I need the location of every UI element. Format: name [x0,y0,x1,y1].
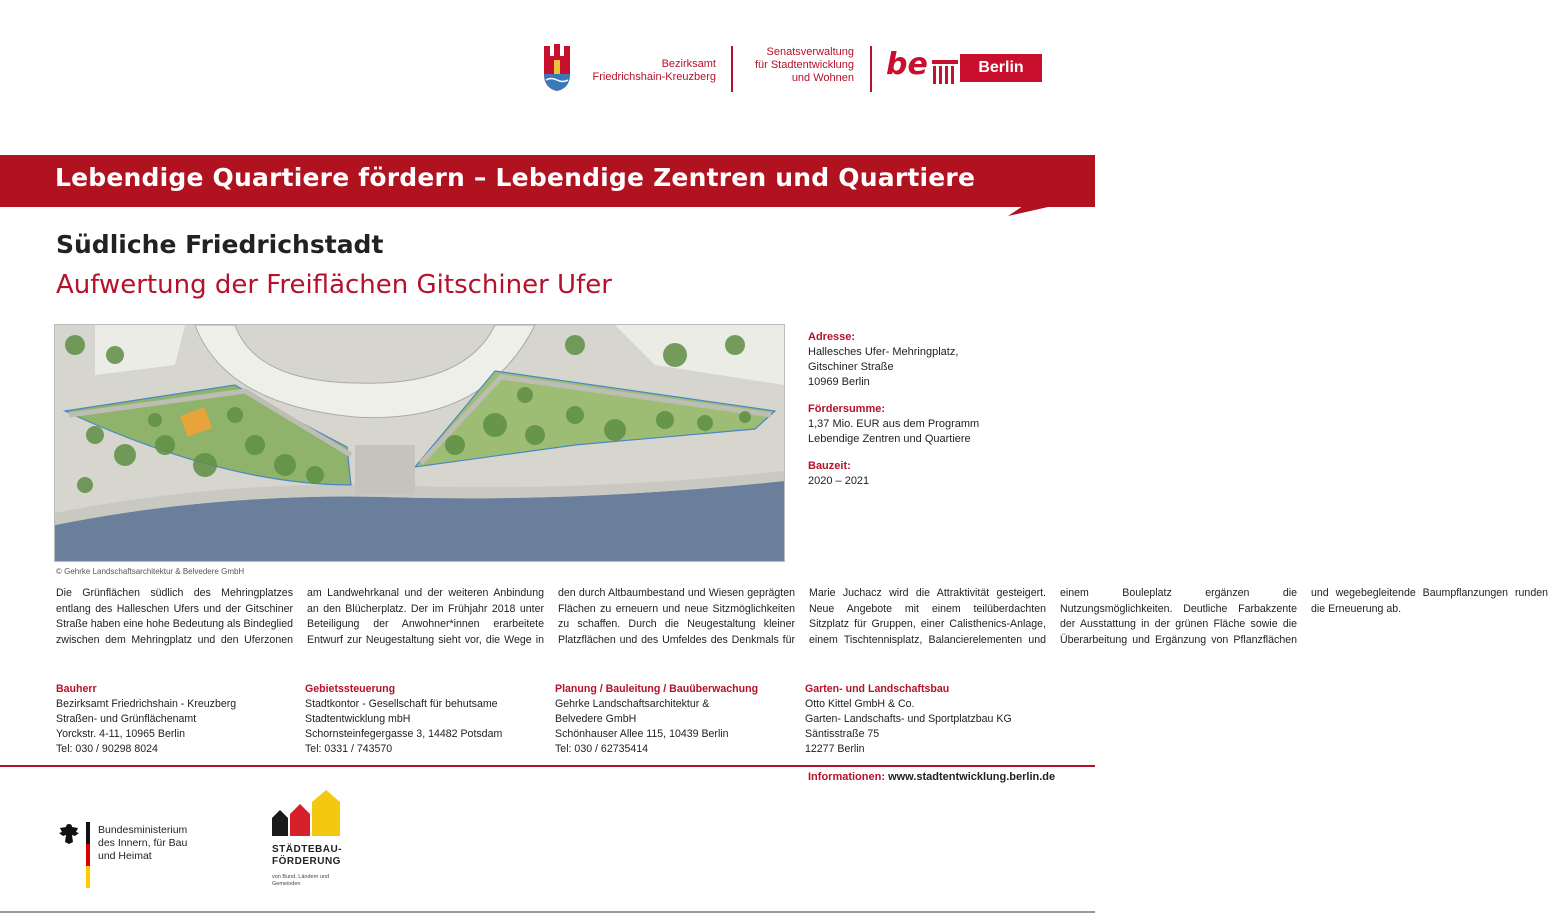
bezirk-crest-icon [542,44,572,92]
bmi-line: Bundesministerium [98,824,188,836]
site-plan-image [54,324,785,562]
credit-area-management [305,682,550,757]
credit-line: Säntisstraße 75 [805,728,880,740]
credit-planning [555,682,800,757]
project-description: Die Grünflächen südlich des Mehringplatzes entlang des Halleschen Ufers und der Gitschiner Straße haben eine hohe Bedeutung als Bindeglied zwischen dem Mehringplatz und den Uferzonen am Landwehrkanal und der weiteren Anbindung an den Blücherplatz. Der im Frühjahr 2018 unter Beteiligung der Anwohner*innen erarbeitete Entwurf zur Neugestaltung sieht vor, die Wege in den durch Altbaumbestand und Wiesen geprägten Flächen zu erneuern und neue Sitzmöglichkeiten zu schaffen. Durch die Neugestaltung kleiner Platzflächen und des Umfeldes des Denkmals für Marie Juchacz wird die Attraktivität gesteigert. Neue Angebote mit einem teilüberdachten Sitzplatz für Gruppen, einer Calisthenics-Anlage, einem Tischtennisplatz, Balancierelementen und einem Bouleplatz ergänzen die Nutzungsmöglichkeiten. Deutliche Farbakzente der Ausstattung in der grünen Fläche sowie die Überarbeitung und Ergänzung von Pflanzflächen und wegebegleitende Baumpflanzungen runden die Erneuerung ab. [56,587,1548,646]
bezirk-logo-text [580,58,716,84]
staedtebau-subline [272,874,329,888]
staedtebau-sub-line: Gemeinden [272,881,301,887]
senat-line3: und Wohnen [791,72,854,84]
project-title: Südliche Friedrichstadt [56,230,384,259]
credit-line: Stadtentwicklung mbH [305,713,411,725]
project-subtitle: Aufwertung der Freiflächen Gitschiner Ufer [56,270,612,300]
bmi-line: und Heimat [98,850,152,862]
staedtebaufoerderung-logo [268,790,368,890]
staedtebau-line: FÖRDERUNG [272,856,341,867]
credit-line: Belvedere GmbH [555,713,637,725]
funding-label: Fördersumme: [808,403,886,415]
bezirk-line2: Friedrichshain-Kreuzberg [592,71,716,83]
info-link-label: Informationen: [808,771,885,783]
credit-label: Gebietssteuerung [305,683,396,695]
address-line: Hallesches Ufer- Mehringplatz, [808,346,959,358]
info-link[interactable] [808,771,1055,783]
credit-line: Gehrke Landschaftsarchitektur & [555,698,710,710]
bmi-line: des Innern, für Bau [98,837,188,849]
address-line: 10969 Berlin [808,376,870,388]
credit-line: Schönhauser Allee 115, 10439 Berlin [555,728,729,740]
staedtebau-line: STÄDTEBAU- [272,844,342,855]
credit-line: 12277 Berlin [805,743,865,755]
address-line: Gitschiner Straße [808,361,894,373]
bezirk-line1: Bezirksamt [661,58,716,70]
image-credit: © Gehrke Landschaftsarchitektur & Belvedere GmbH [56,567,245,576]
houses-icon [272,790,348,838]
period-value: 2020 – 2021 [808,475,870,487]
program-banner [0,155,1095,207]
period-block [808,459,1078,489]
senat-logo-text [738,46,854,85]
staedtebau-wordmark [272,844,342,868]
credit-label: Garten- und Landschaftsbau [805,683,950,695]
funding-line: Lebendige Zentren und Quartiere [808,433,971,445]
address-label: Adresse: [808,331,856,343]
credit-line: Tel: 030 / 62735414 [555,743,649,755]
address-block [808,330,1078,390]
bmi-text [98,824,187,863]
banner-flag-tail-icon [1008,196,1054,216]
berlin-logo-box: Berlin [960,54,1042,82]
credit-line: Yorckstr. 4-11, 10965 Berlin [56,728,185,740]
credit-line: Tel: 030 / 90298 8024 [56,743,158,755]
credit-line: Schornsteinfegergasse 3, 14482 Potsdam [305,728,503,740]
staedtebau-sub-line: von Bund, Ländern und [272,874,330,880]
be-logo: be [886,47,928,82]
credit-line: Stadtkontor - Gesellschaft für behutsame [305,698,498,710]
project-info [808,330,1078,501]
bmi-logo [58,820,218,890]
credit-client [56,682,296,757]
flag-stripe [86,822,90,888]
footer-divider [0,765,1095,767]
credit-landscaping [805,682,1065,757]
funding-line: 1,37 Mio. EUR aus dem Programm [808,418,980,430]
site-plan-drawing [55,325,784,561]
credit-line: Otto Kittel GmbH & Co. [805,698,915,710]
credit-label: Planung / Bauleitung / Bauüberwachung [555,683,759,695]
banner-title: Lebendige Quartiere fördern – Lebendige Zentren und Quartiere [55,163,976,192]
period-label: Bauzeit: [808,460,851,472]
credit-line: Tel: 0331 / 743570 [305,743,393,755]
funding-block [808,402,1078,447]
credit-line: Garten- Landschafts- und Sportplatzbau KG [805,713,1012,725]
credit-line: Bezirksamt Friedrichshain - Kreuzberg [56,698,237,710]
senat-line2: für Stadtentwicklung [754,59,854,71]
brandenburger-tor-icon [932,58,958,84]
logo-divider [870,46,872,92]
credit-line: Straßen- und Grünflächenamt [56,713,197,725]
header-logos [540,44,1060,100]
federal-eagle-icon [58,822,80,846]
credit-label: Bauherr [56,683,97,695]
logo-divider [731,46,733,92]
senat-line1: Senatsverwaltung [766,46,854,58]
info-link-url[interactable]: www.stadtentwicklung.berlin.de [888,771,1056,783]
